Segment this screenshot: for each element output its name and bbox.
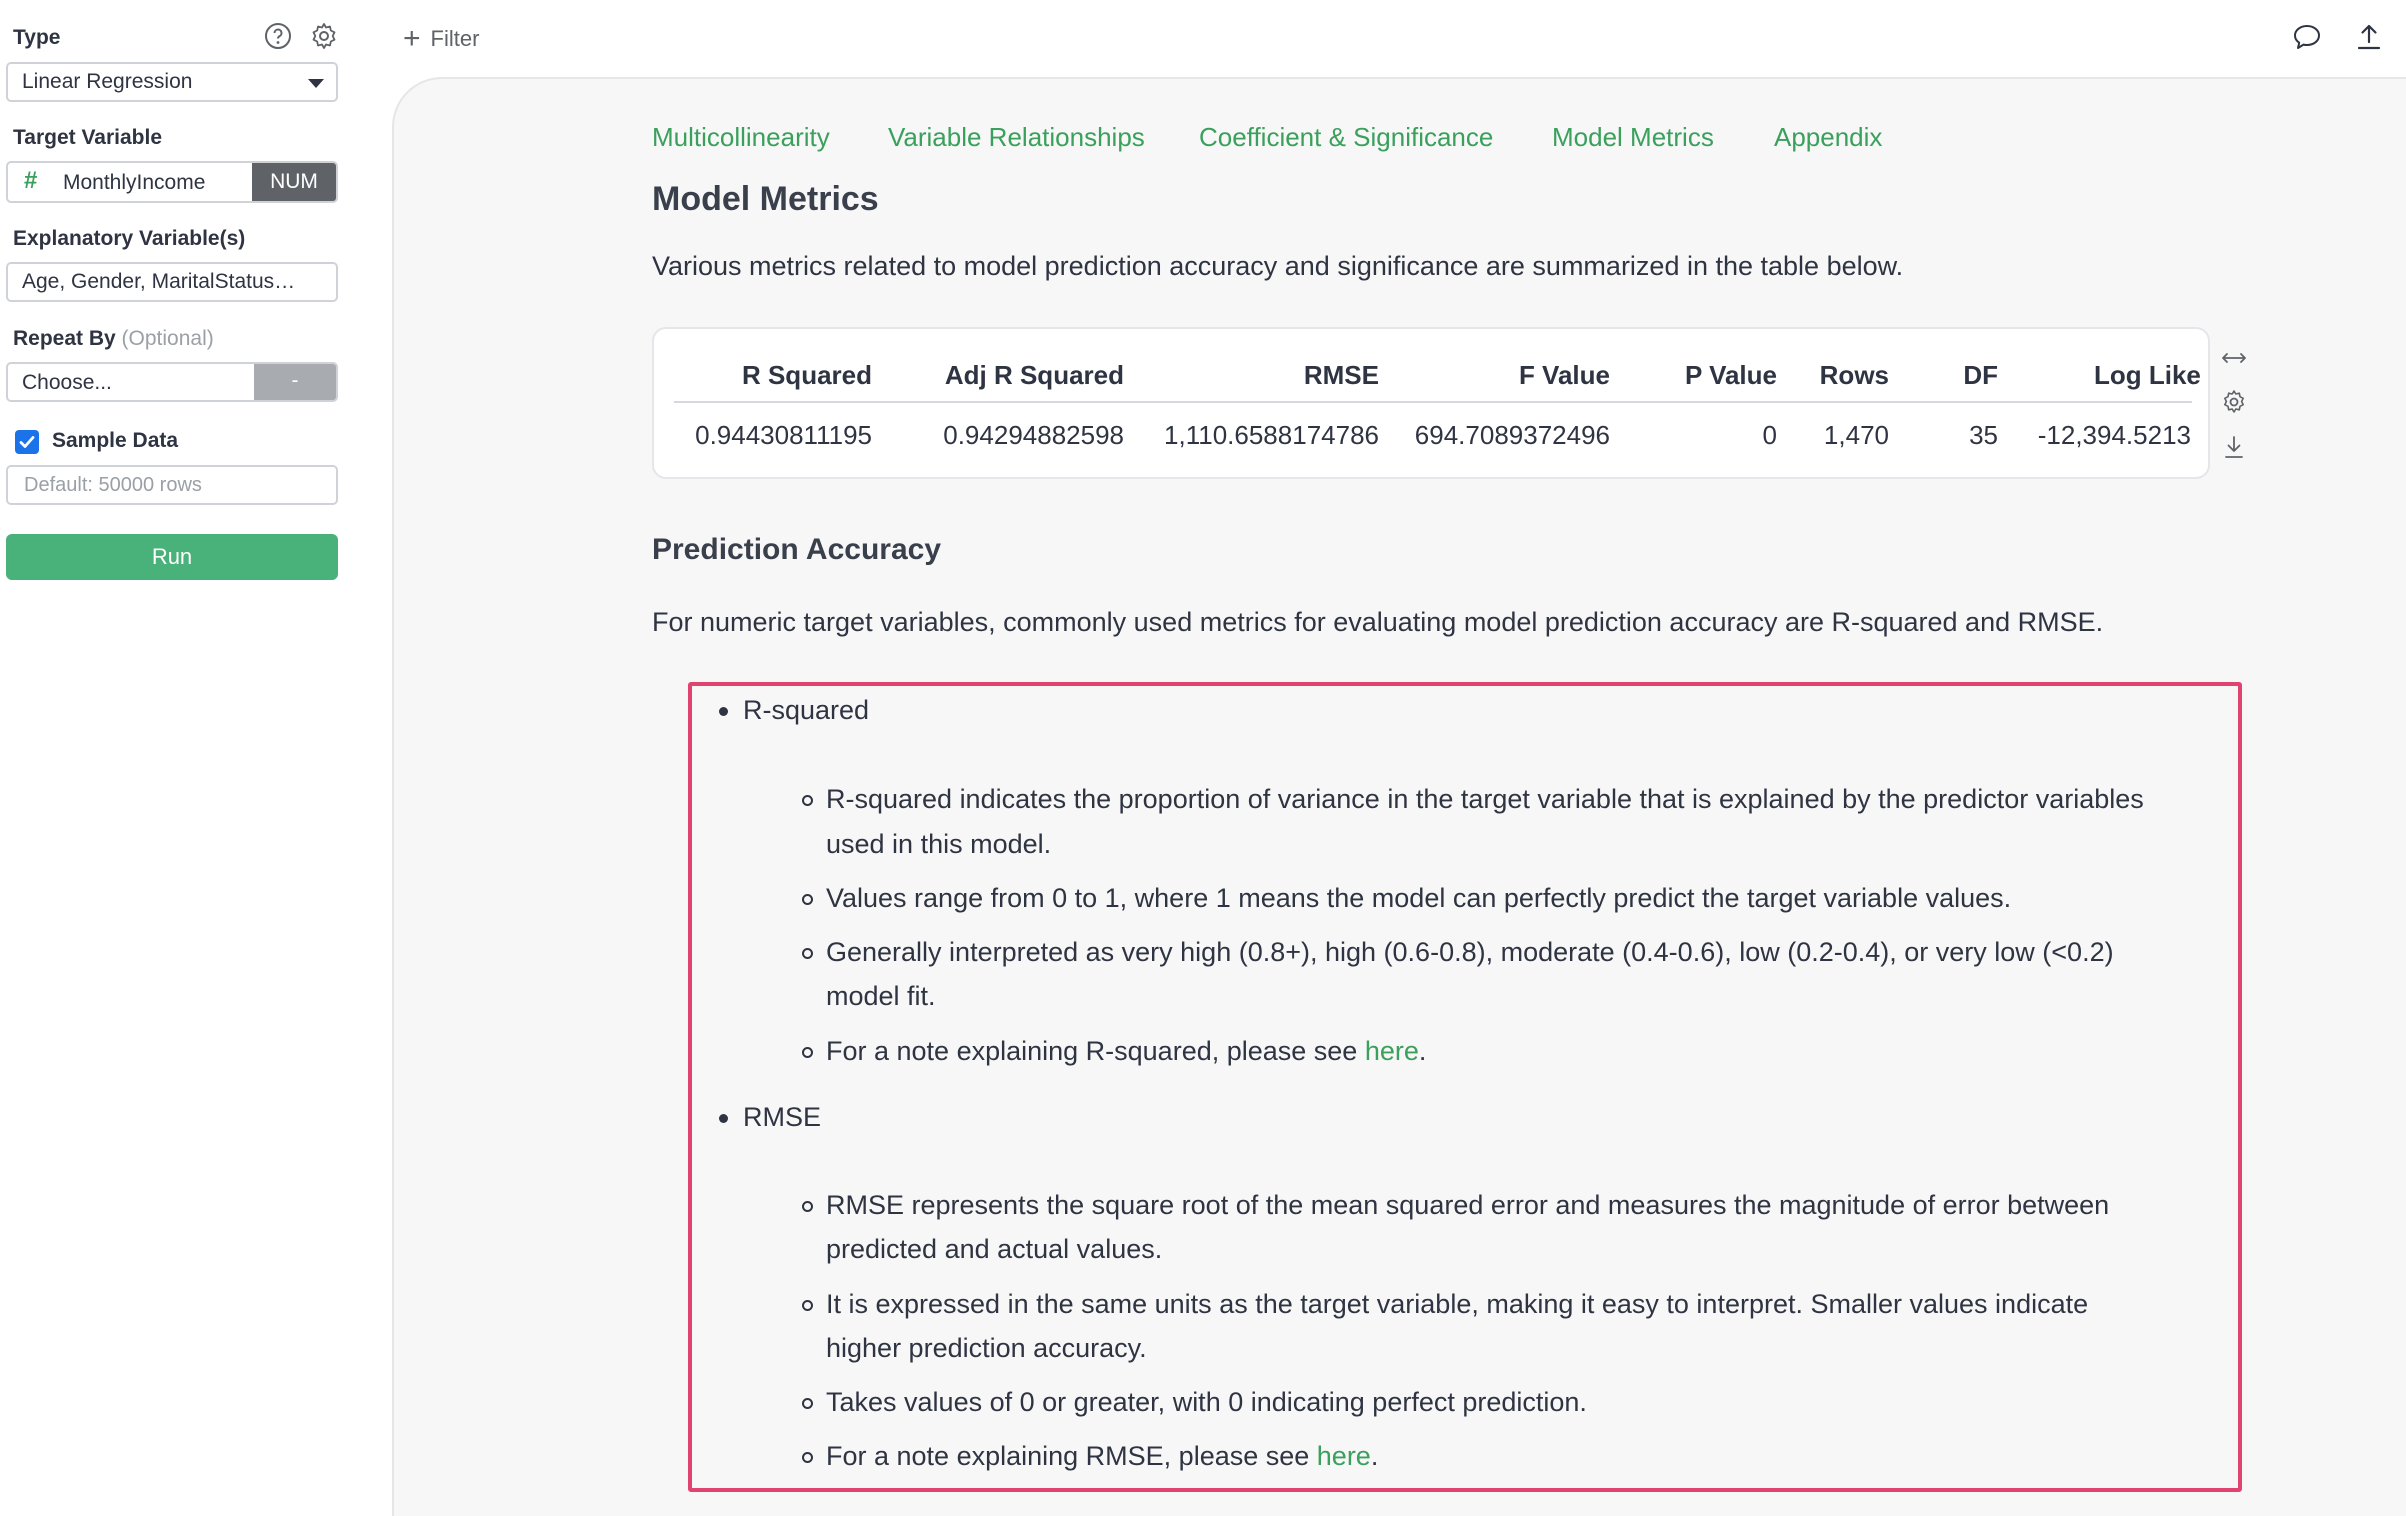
bullet-dot — [719, 707, 728, 716]
type-label: Type — [13, 26, 61, 49]
rsquared-note-period: . — [1418, 1036, 1427, 1066]
chevron-down-icon — [308, 79, 324, 88]
expand-width-icon[interactable] — [2220, 344, 2248, 372]
table-cell-rows: 1,470 — [1823, 420, 1889, 450]
repeat-by-optional: (Optional) — [121, 327, 214, 350]
table-cell-f-value: 694.7089372496 — [1414, 420, 1610, 450]
sub-bullet-circle — [802, 795, 813, 806]
explanatory-variables-value: Age, Gender, MaritalStatus… — [22, 270, 296, 293]
plus-icon: + — [403, 22, 421, 55]
metrics-table — [652, 327, 2210, 479]
tab-appendix[interactable]: Appendix — [1774, 122, 1883, 152]
sample-rows-input[interactable] — [6, 465, 338, 505]
table-cell-p-value: 0 — [1762, 420, 1777, 450]
sub-bullet-circle — [802, 948, 813, 959]
repeat-by-label-text: Repeat By — [13, 327, 116, 350]
rmse-item-4 — [826, 1441, 1378, 1472]
sub-bullet-circle — [802, 1452, 813, 1463]
rsquared-note-text: For a note explaining R-squared, please see — [826, 1036, 1365, 1066]
sample-rows-placeholder: Default: 50000 rows — [24, 474, 202, 496]
table-header-rows: Rows — [1819, 360, 1889, 390]
help-icon[interactable] — [264, 22, 292, 50]
sample-data-checkbox[interactable] — [15, 430, 39, 454]
settings-gear-icon[interactable] — [310, 22, 338, 50]
sub-bullet-circle — [802, 1047, 813, 1058]
rmse-note-period: . — [1370, 1441, 1379, 1471]
target-variable-value: MonthlyIncome — [63, 171, 206, 194]
table-cell-df: 35 — [1969, 420, 1998, 450]
table-cell-r-squared: 0.94430811195 — [695, 420, 872, 450]
table-header-r-squared: R Squared — [741, 360, 872, 390]
table-header-p-value: P Value — [1684, 360, 1777, 390]
table-header-f-value: F Value — [1518, 360, 1610, 390]
table-settings-icon[interactable] — [2220, 388, 2248, 416]
type-select-value: Linear Regression — [22, 70, 193, 93]
rmse-item-1-line-2: predicted and actual values. — [826, 1234, 1163, 1264]
rmse-item-1-line-1: RMSE represents the square root of the mean squared error and measures the magnitude of error between — [826, 1190, 2110, 1220]
sub-bullet-circle — [802, 1300, 813, 1311]
rsquared-item-4 — [826, 1036, 1426, 1067]
rmse-heading: RMSE — [743, 1102, 822, 1132]
table-cell-adj-r-squared: 0.94294882598 — [943, 420, 1124, 450]
tab-coefficient-significance[interactable]: Coefficient & Significance — [1199, 122, 1494, 152]
checkmark-icon — [17, 432, 37, 452]
sub-bullet-circle — [802, 1398, 813, 1409]
table-header-adj-r-squared: Adj R Squared — [944, 360, 1124, 390]
export-icon[interactable] — [2354, 22, 2384, 52]
sub-bullet-circle — [802, 1201, 813, 1212]
explanatory-variables-label: Explanatory Variable(s) — [13, 227, 246, 250]
add-filter-button[interactable] — [403, 22, 479, 56]
sub-bullet-circle — [802, 894, 813, 905]
rsquared-item-3-line-1: Generally interpreted as very high (0.8+), high (0.6-0.8), moderate (0.4-0.6), low (0.2-0.4), or very low (<0.2) — [826, 937, 2114, 967]
repeat-by-value: Choose... — [22, 371, 112, 394]
table-header-rmse: RMSE — [1303, 360, 1379, 390]
filter-label: Filter — [430, 26, 480, 51]
prediction-accuracy-title: Prediction Accuracy — [652, 533, 941, 566]
tab-variable-relationships[interactable]: Variable Relationships — [888, 122, 1145, 152]
page-title: Model Metrics — [652, 180, 879, 218]
numeric-hash-icon: # — [24, 167, 38, 194]
target-variable-label: Target Variable — [13, 126, 163, 149]
target-variable-field[interactable] — [6, 161, 338, 203]
rmse-item-2-line-2: higher prediction accuracy. — [826, 1333, 1147, 1363]
comment-icon[interactable] — [2292, 22, 2322, 52]
rsquared-note-link[interactable]: here — [1364, 1036, 1419, 1066]
type-select[interactable] — [6, 62, 338, 102]
table-cell-log-like: -12,394.5213 — [2037, 420, 2191, 450]
rmse-item-2-line-1: It is expressed in the same units as the target variable, making it easy to interpret. Smaller values indicate — [826, 1289, 2089, 1319]
rmse-item-3: Takes values of 0 or greater, with 0 indicating perfect prediction. — [826, 1387, 1587, 1417]
target-type-badge: NUM — [252, 163, 336, 201]
explanatory-variables-field[interactable] — [6, 262, 338, 302]
rmse-note-link[interactable]: here — [1316, 1441, 1371, 1471]
download-icon[interactable] — [2220, 433, 2248, 461]
repeat-by-label — [13, 327, 214, 351]
rmse-note-text: For a note explaining RMSE, please see — [826, 1441, 1317, 1471]
table-header-log-like: Log Like — [2094, 360, 2201, 390]
prediction-accuracy-intro: For numeric target variables, commonly used metrics for evaluating model prediction accuracy are R-squared and RMSE. — [652, 607, 2104, 637]
rsquared-item-1-line-1: R-squared indicates the proportion of variance in the target variable that is explained by the predictor variables — [826, 784, 2144, 814]
table-header-df: DF — [1963, 360, 1998, 390]
rsquared-item-2: Values range from 0 to 1, where 1 means the model can perfectly predict the target variable values. — [826, 883, 2012, 913]
sample-data-label: Sample Data — [52, 429, 179, 452]
repeat-by-clear-button[interactable]: - — [254, 364, 336, 400]
table-cell-rmse: 1,110.6588174786 — [1164, 420, 1379, 450]
tab-multicollinearity[interactable]: Multicollinearity — [652, 122, 830, 152]
tab-model-metrics[interactable]: Model Metrics — [1552, 122, 1714, 152]
rsquared-item-1-line-2: used in this model. — [826, 829, 1052, 859]
table-header-divider — [674, 401, 2192, 403]
intro-text: Various metrics related to model prediction accuracy and significance are summarized in the table below. — [652, 251, 1904, 281]
left-sidebar — [0, 0, 390, 1516]
rsquared-item-3-line-2: model fit. — [826, 981, 936, 1011]
run-button[interactable]: Run — [6, 534, 338, 580]
rsquared-heading: R-squared — [743, 695, 870, 725]
bullet-dot — [719, 1114, 728, 1123]
repeat-by-select[interactable] — [6, 362, 338, 402]
